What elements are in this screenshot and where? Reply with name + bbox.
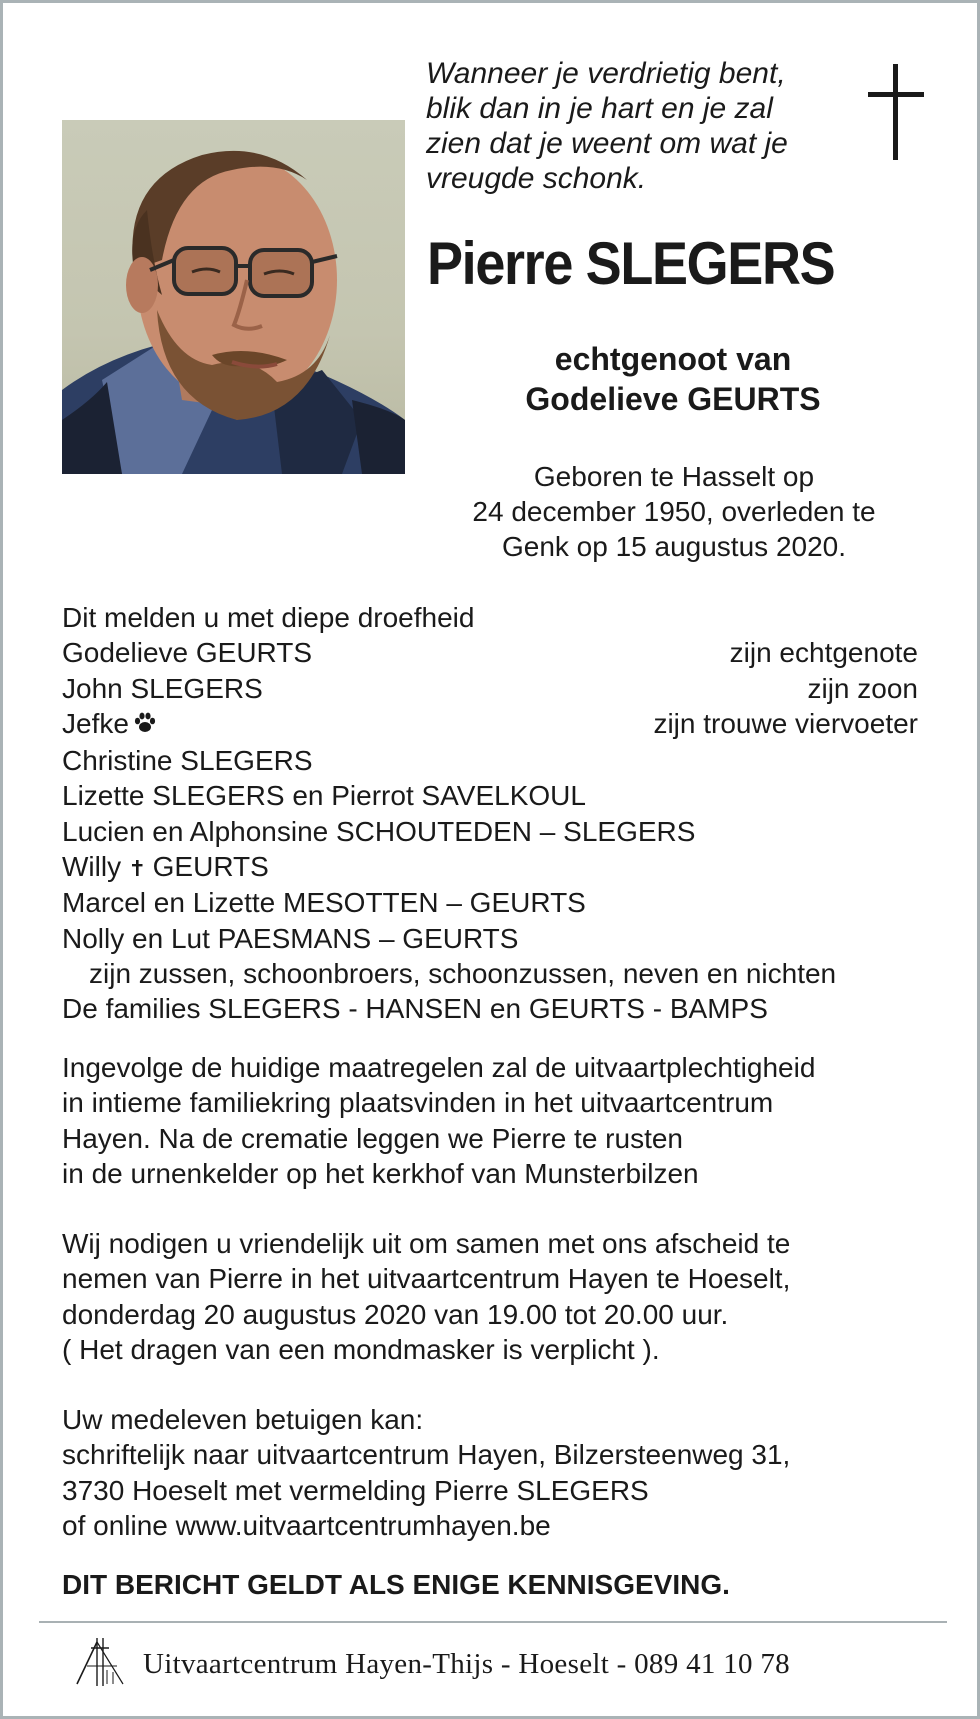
latin-cross-icon — [868, 64, 924, 165]
relation-group: zijn zussen, schoonbroers, schoonzussen, neven en nichten — [89, 957, 837, 989]
spouse-name: Godelieve GEURTS — [525, 381, 821, 417]
opening-quote — [426, 56, 846, 196]
family-list — [62, 600, 918, 1027]
relative-row — [62, 635, 918, 670]
ceremony-paragraph — [62, 1050, 942, 1191]
birth-death-info — [423, 459, 925, 564]
relative-relation: zijn echtgenote — [729, 637, 918, 669]
relative-name: Jefke — [62, 707, 129, 739]
paragraph-line: Hayen. Na de crematie leggen we Pierre te rusten — [62, 1122, 683, 1154]
quote-line: Wanneer je verdrietig bent, — [426, 57, 786, 90]
relative-relation: zijn zoon — [807, 672, 918, 704]
family-intro: Dit melden u met diepe droefheid — [62, 602, 475, 633]
website-line: of online www.uitvaartcentrumhayen.be — [62, 1509, 551, 1541]
paragraph-line: Uw medeleven betuigen kan: — [62, 1404, 424, 1435]
dagger-icon — [131, 850, 143, 885]
paragraph-line: nemen van Pierre in het uitvaartcentrum Hayen te Hoeselt, — [62, 1263, 791, 1295]
spouse-intro: echtgenoot van — [554, 341, 792, 377]
birth-death-line: Geboren te Hasselt op — [533, 461, 815, 492]
paragraph-line: schriftelijk naar uitvaartcentrum Hayen, Bilzersteenweg 31, — [62, 1439, 791, 1471]
birth-death-line: 24 december 1950, overleden te — [472, 496, 876, 527]
condolences-paragraph — [62, 1402, 942, 1543]
quote-line: vreugde schonk. — [426, 162, 647, 195]
relative-row: Lucien en Alphonsine SCHOUTEDEN – SLEGERS — [62, 815, 696, 847]
spouse-block — [443, 339, 903, 419]
paw-print-icon — [133, 708, 157, 743]
footer-contact: Uitvaartcentrum Hayen-Thijs - Hoeselt - 089 41 10 78 — [143, 1648, 790, 1680]
relative-name: John SLEGERS — [62, 672, 263, 704]
paragraph-line: Wij nodigen u vriendelijk uit om samen met ons afscheid te — [62, 1228, 791, 1259]
paragraph-line: in intieme familiekring plaatsvinden in het uitvaartcentrum — [62, 1087, 774, 1119]
paragraph-line: in de urnenkelder op het kerkhof van Munsterbilzen — [62, 1157, 699, 1189]
relative-name: Godelieve GEURTS — [62, 637, 313, 669]
quote-line: blik dan in je hart en je zal — [426, 92, 773, 125]
relative-row: Marcel en Lizette MESOTTEN – GEURTS — [62, 887, 586, 919]
relative-row — [62, 671, 918, 706]
relative-row: Nolly en Lut PAESMANS – GEURTS — [62, 922, 519, 954]
paragraph-line: ( Het dragen van een mondmasker is verplicht ). — [62, 1333, 660, 1365]
relative-row: Christine SLEGERS — [62, 745, 313, 777]
relative-relation: zijn trouwe viervoeter — [653, 707, 918, 739]
portrait-photo — [62, 120, 405, 474]
birth-death-line: Genk op 15 augustus 2020. — [501, 531, 847, 562]
relative-row — [62, 706, 918, 743]
families-line: De families SLEGERS - HANSEN en GEURTS - BAMPS — [62, 993, 768, 1025]
invitation-paragraph — [62, 1226, 942, 1367]
relative-name: Willy — [62, 851, 122, 883]
quote-line: zien dat je weent om wat je — [426, 127, 788, 160]
deceased-name: Pierre SLEGERS — [427, 230, 835, 297]
relative-row: Lizette SLEGERS en Pierrot SAVELKOUL — [62, 780, 586, 812]
notice-statement: DIT BERICHT GELDT ALS ENIGE KENNISGEVING. — [62, 1569, 730, 1600]
paragraph-line: 3730 Hoeselt met vermelding Pierre SLEGERS — [62, 1474, 649, 1506]
relative-name: GEURTS — [152, 851, 269, 883]
paragraph-line: donderdag 20 augustus 2020 van 19.00 tot 20.00 uur. — [62, 1298, 729, 1330]
paragraph-line: Ingevolge de huidige maatregelen zal de uitvaartplechtigheid — [62, 1052, 816, 1083]
relative-row — [62, 849, 918, 885]
funeral-home-logo-icon — [73, 1636, 127, 1693]
footer-divider — [39, 1621, 947, 1623]
relative-name-with-icon — [62, 706, 157, 743]
